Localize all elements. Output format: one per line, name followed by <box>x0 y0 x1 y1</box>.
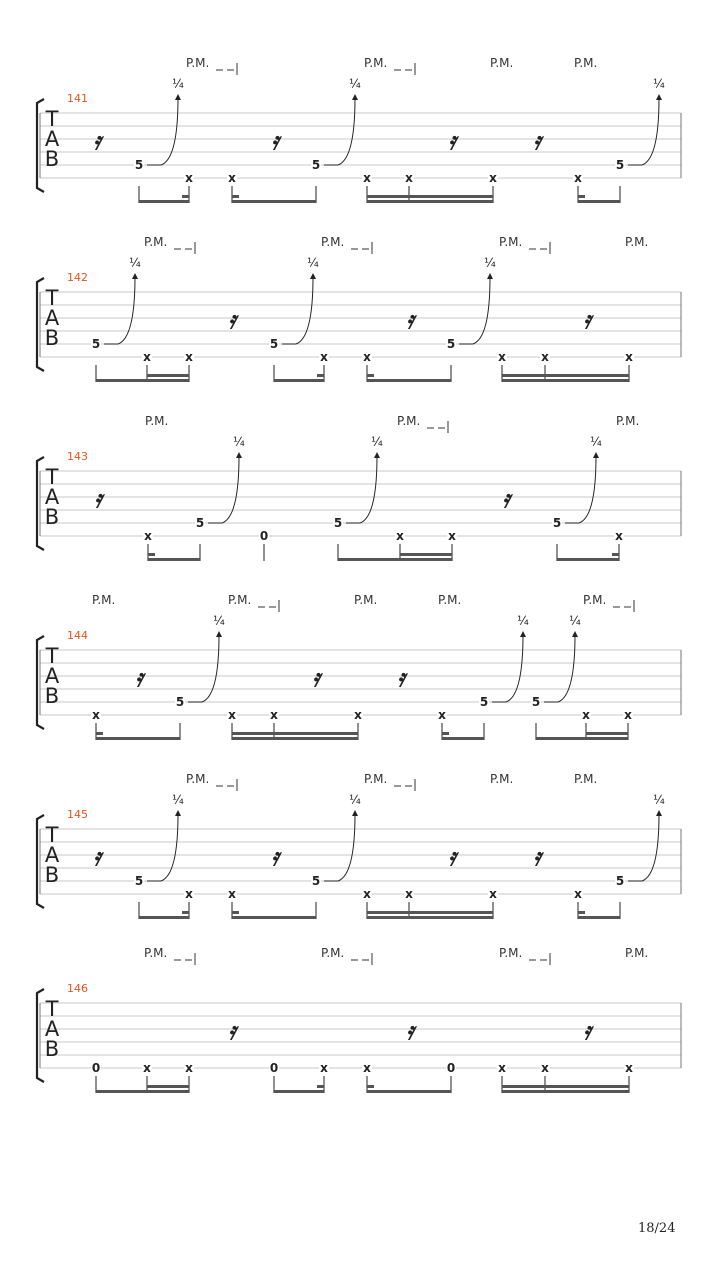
note-beam <box>367 916 493 919</box>
bend-arrowhead <box>656 810 662 816</box>
sixteenth-rest: 𝄿 <box>448 127 456 155</box>
dead-note: x <box>228 708 236 722</box>
sixteenth-rest: 𝄿 <box>406 306 414 334</box>
note-beam <box>139 916 189 919</box>
note-beam-stub <box>317 374 324 377</box>
bend-curve <box>104 277 135 344</box>
bend-arrowhead <box>593 452 599 458</box>
note-beam <box>96 1090 189 1093</box>
sixteenth-rest: 𝄿 <box>583 1017 591 1045</box>
palm-mute-label: P.M. <box>490 56 514 70</box>
sixteenth-rest: 𝄿 <box>312 664 320 692</box>
note-beam-secondary <box>232 732 358 735</box>
palm-mute-label: P.M. <box>490 772 514 786</box>
fret-number: 5 <box>531 695 541 709</box>
bend-curve <box>628 98 659 165</box>
dead-note: x <box>541 1061 549 1075</box>
palm-mute-label: P.M. <box>92 593 116 607</box>
dead-note: x <box>354 708 362 722</box>
note-beam <box>96 737 180 740</box>
fret-number: 0 <box>446 1061 456 1075</box>
fret-number: 0 <box>259 529 269 543</box>
sixteenth-rest: 𝄿 <box>135 664 143 692</box>
palm-mute-label: P.M. <box>625 946 649 960</box>
bend-curve <box>324 814 355 881</box>
palm-mute-label: P.M. <box>364 56 388 70</box>
bend-curve <box>282 277 313 344</box>
bend-arrowhead <box>132 273 138 279</box>
sixteenth-rest: 𝄿 <box>94 485 102 513</box>
tab-clef-letter: T <box>45 823 59 847</box>
tab-clef-letter: B <box>44 684 60 708</box>
bend-amount: ¼ <box>129 256 141 270</box>
measure-number: 145 <box>67 808 88 821</box>
fret-number: 5 <box>134 874 144 888</box>
sixteenth-rest: 𝄿 <box>271 843 279 871</box>
sixteenth-rest: 𝄿 <box>397 664 405 692</box>
note-beam <box>274 1090 324 1093</box>
bend-amount: ¼ <box>213 614 225 628</box>
dead-note: x <box>185 350 193 364</box>
fret-number: 5 <box>91 337 101 351</box>
palm-mute-label: P.M. <box>499 235 523 249</box>
note-beam <box>578 916 620 919</box>
dead-note: x <box>498 350 506 364</box>
fret-number: 5 <box>479 695 489 709</box>
bend-arrowhead <box>352 810 358 816</box>
measure-number: 146 <box>67 982 88 995</box>
bend-curve <box>208 456 239 523</box>
tab-clef-letter: A <box>44 664 60 688</box>
note-beam-secondary <box>502 1085 629 1088</box>
note-beam-secondary <box>367 911 493 914</box>
dead-note: x <box>489 887 497 901</box>
dead-note: x <box>396 529 404 543</box>
palm-mute-label: P.M. <box>397 414 421 428</box>
page-number: 18/24 <box>638 1221 676 1236</box>
note-beam <box>232 737 358 740</box>
fret-number: 5 <box>269 337 279 351</box>
note-beam-stub <box>182 911 189 914</box>
dead-note: x <box>624 708 632 722</box>
palm-mute-label: P.M. <box>145 414 169 428</box>
dead-note: x <box>574 171 582 185</box>
note-beam-stub <box>232 911 239 914</box>
bend-arrowhead <box>572 631 578 637</box>
palm-mute-label: P.M. <box>364 772 388 786</box>
staff-system <box>37 593 681 740</box>
sixteenth-rest: 𝄿 <box>533 843 541 871</box>
dead-note: x <box>144 529 152 543</box>
fret-number: 5 <box>552 516 562 530</box>
tab-clef-letter: A <box>44 306 60 330</box>
note-beam <box>274 379 324 382</box>
note-beam <box>536 737 628 740</box>
sixteenth-rest: 𝄿 <box>533 127 541 155</box>
dead-note: x <box>185 1061 193 1075</box>
palm-mute-label: P.M. <box>354 593 378 607</box>
sixteenth-rest: 𝄿 <box>502 485 510 513</box>
sixteenth-rest: 𝄿 <box>406 1017 414 1045</box>
palm-mute-label: P.M. <box>583 593 607 607</box>
note-beam-secondary <box>502 374 629 377</box>
tab-clef-letter: T <box>45 997 59 1021</box>
note-beam-stub <box>367 1085 374 1088</box>
tab-clef-letter: B <box>44 863 60 887</box>
dead-note: x <box>185 887 193 901</box>
dead-note: x <box>574 887 582 901</box>
tab-clef-letter: A <box>44 1017 60 1041</box>
bend-curve <box>628 814 659 881</box>
note-beam-stub <box>442 732 449 735</box>
note-beam-secondary <box>147 374 189 377</box>
measure-number: 142 <box>67 271 88 284</box>
palm-mute-label: P.M. <box>625 235 649 249</box>
tab-clef-letter: B <box>44 505 60 529</box>
note-beam <box>232 200 316 203</box>
sixteenth-rest: 𝄿 <box>228 1017 236 1045</box>
dead-note: x <box>582 708 590 722</box>
dead-note: x <box>438 708 446 722</box>
measure-number: 143 <box>67 450 88 463</box>
bend-curve <box>492 635 523 702</box>
fret-number: 0 <box>269 1061 279 1075</box>
bend-curve <box>324 98 355 165</box>
staff-system <box>37 414 681 561</box>
bend-amount: ¼ <box>371 435 383 449</box>
sixteenth-rest: 𝄿 <box>228 306 236 334</box>
bend-amount: ¼ <box>653 77 665 91</box>
staff-system <box>37 946 681 1093</box>
palm-mute-label: P.M. <box>616 414 640 428</box>
fret-number: 5 <box>195 516 205 530</box>
palm-mute-label: P.M. <box>228 593 252 607</box>
bend-amount: ¼ <box>233 435 245 449</box>
note-beam <box>502 379 629 382</box>
note-beam <box>367 1090 451 1093</box>
bend-curve <box>188 635 219 702</box>
dead-note: x <box>185 171 193 185</box>
bend-arrowhead <box>374 452 380 458</box>
tab-clef-letter: B <box>44 326 60 350</box>
bend-curve <box>459 277 490 344</box>
tab-clef-letter: A <box>44 127 60 151</box>
bend-arrowhead <box>310 273 316 279</box>
dead-note: x <box>405 171 413 185</box>
note-beam-secondary <box>367 195 493 198</box>
tab-clef-letter: A <box>44 485 60 509</box>
staff-system <box>37 56 681 203</box>
note-beam <box>502 1090 629 1093</box>
bend-arrowhead <box>236 452 242 458</box>
fret-number: 5 <box>175 695 185 709</box>
palm-mute-label: P.M. <box>144 946 168 960</box>
dead-note: x <box>92 708 100 722</box>
note-beam-stub <box>612 553 619 556</box>
measure-number: 144 <box>67 629 88 642</box>
palm-mute-label: P.M. <box>574 772 598 786</box>
bend-arrowhead <box>175 810 181 816</box>
dead-note: x <box>625 350 633 364</box>
tab-clef-letter: B <box>44 147 60 171</box>
sixteenth-rest: 𝄿 <box>93 843 101 871</box>
staff-system <box>37 235 681 382</box>
bend-curve <box>544 635 575 702</box>
palm-mute-label: P.M. <box>186 56 210 70</box>
dead-note: x <box>625 1061 633 1075</box>
note-beam <box>557 558 619 561</box>
note-beam <box>148 558 200 561</box>
note-beam <box>232 916 316 919</box>
fret-number: 0 <box>91 1061 101 1075</box>
palm-mute-label: P.M. <box>186 772 210 786</box>
sixteenth-rest: 𝄿 <box>448 843 456 871</box>
bend-amount: ¼ <box>349 793 361 807</box>
bend-amount: ¼ <box>484 256 496 270</box>
dead-note: x <box>363 1061 371 1075</box>
fret-number: 5 <box>446 337 456 351</box>
note-beam <box>367 379 451 382</box>
dead-note: x <box>363 887 371 901</box>
sixteenth-rest: 𝄿 <box>93 127 101 155</box>
tab-clef-letter: T <box>45 644 59 668</box>
bend-amount: ¼ <box>349 77 361 91</box>
bend-arrowhead <box>656 94 662 100</box>
bend-curve <box>147 98 178 165</box>
note-beam <box>442 737 484 740</box>
staff-system <box>37 772 681 919</box>
tab-clef-letter: T <box>45 286 59 310</box>
fret-number: 5 <box>615 874 625 888</box>
tab-clef-letter: T <box>45 465 59 489</box>
fret-number: 5 <box>311 158 321 172</box>
dead-note: x <box>363 350 371 364</box>
dead-note: x <box>615 529 623 543</box>
bend-arrowhead <box>352 94 358 100</box>
note-beam-stub <box>232 195 239 198</box>
note-beam-stub <box>578 911 585 914</box>
bend-arrowhead <box>487 273 493 279</box>
palm-mute-label: P.M. <box>438 593 462 607</box>
note-beam-stub <box>182 195 189 198</box>
note-beam-stub <box>367 374 374 377</box>
bend-amount: ¼ <box>172 793 184 807</box>
note-beam-stub <box>148 553 155 556</box>
dead-note: x <box>228 887 236 901</box>
dead-note: x <box>320 350 328 364</box>
bend-curve <box>147 814 178 881</box>
note-beam <box>578 200 620 203</box>
sixteenth-rest: 𝄿 <box>271 127 279 155</box>
bend-curve <box>346 456 377 523</box>
note-beam-secondary <box>400 553 452 556</box>
bend-arrowhead <box>175 94 181 100</box>
palm-mute-label: P.M. <box>321 235 345 249</box>
dead-note: x <box>405 887 413 901</box>
sixteenth-rest: 𝄿 <box>583 306 591 334</box>
dead-note: x <box>498 1061 506 1075</box>
note-beam-stub <box>578 195 585 198</box>
note-beam <box>338 558 452 561</box>
bend-amount: ¼ <box>172 77 184 91</box>
dead-note: x <box>541 350 549 364</box>
bend-curve <box>565 456 596 523</box>
note-beam-stub <box>317 1085 324 1088</box>
dead-note: x <box>320 1061 328 1075</box>
bend-arrowhead <box>216 631 222 637</box>
tab-clef-letter: T <box>45 107 59 131</box>
dead-note: x <box>143 350 151 364</box>
dead-note: x <box>448 529 456 543</box>
bend-amount: ¼ <box>590 435 602 449</box>
fret-number: 5 <box>333 516 343 530</box>
fret-number: 5 <box>134 158 144 172</box>
bend-amount: ¼ <box>569 614 581 628</box>
dead-note: x <box>270 708 278 722</box>
note-beam <box>96 379 189 382</box>
palm-mute-label: P.M. <box>144 235 168 249</box>
dead-note: x <box>363 171 371 185</box>
measure-number: 141 <box>67 92 88 105</box>
tab-clef-letter: A <box>44 843 60 867</box>
note-beam-secondary <box>586 732 628 735</box>
note-beam <box>139 200 189 203</box>
note-beam-stub <box>96 732 103 735</box>
dead-note: x <box>228 171 236 185</box>
fret-number: 5 <box>615 158 625 172</box>
note-beam <box>367 200 493 203</box>
bend-amount: ¼ <box>653 793 665 807</box>
tab-clef-letter: B <box>44 1037 60 1061</box>
bend-arrowhead <box>520 631 526 637</box>
palm-mute-label: P.M. <box>321 946 345 960</box>
fret-number: 5 <box>311 874 321 888</box>
dead-note: x <box>489 171 497 185</box>
bend-amount: ¼ <box>307 256 319 270</box>
bend-amount: ¼ <box>517 614 529 628</box>
palm-mute-label: P.M. <box>574 56 598 70</box>
note-beam-secondary <box>147 1085 189 1088</box>
dead-note: x <box>143 1061 151 1075</box>
palm-mute-label: P.M. <box>499 946 523 960</box>
